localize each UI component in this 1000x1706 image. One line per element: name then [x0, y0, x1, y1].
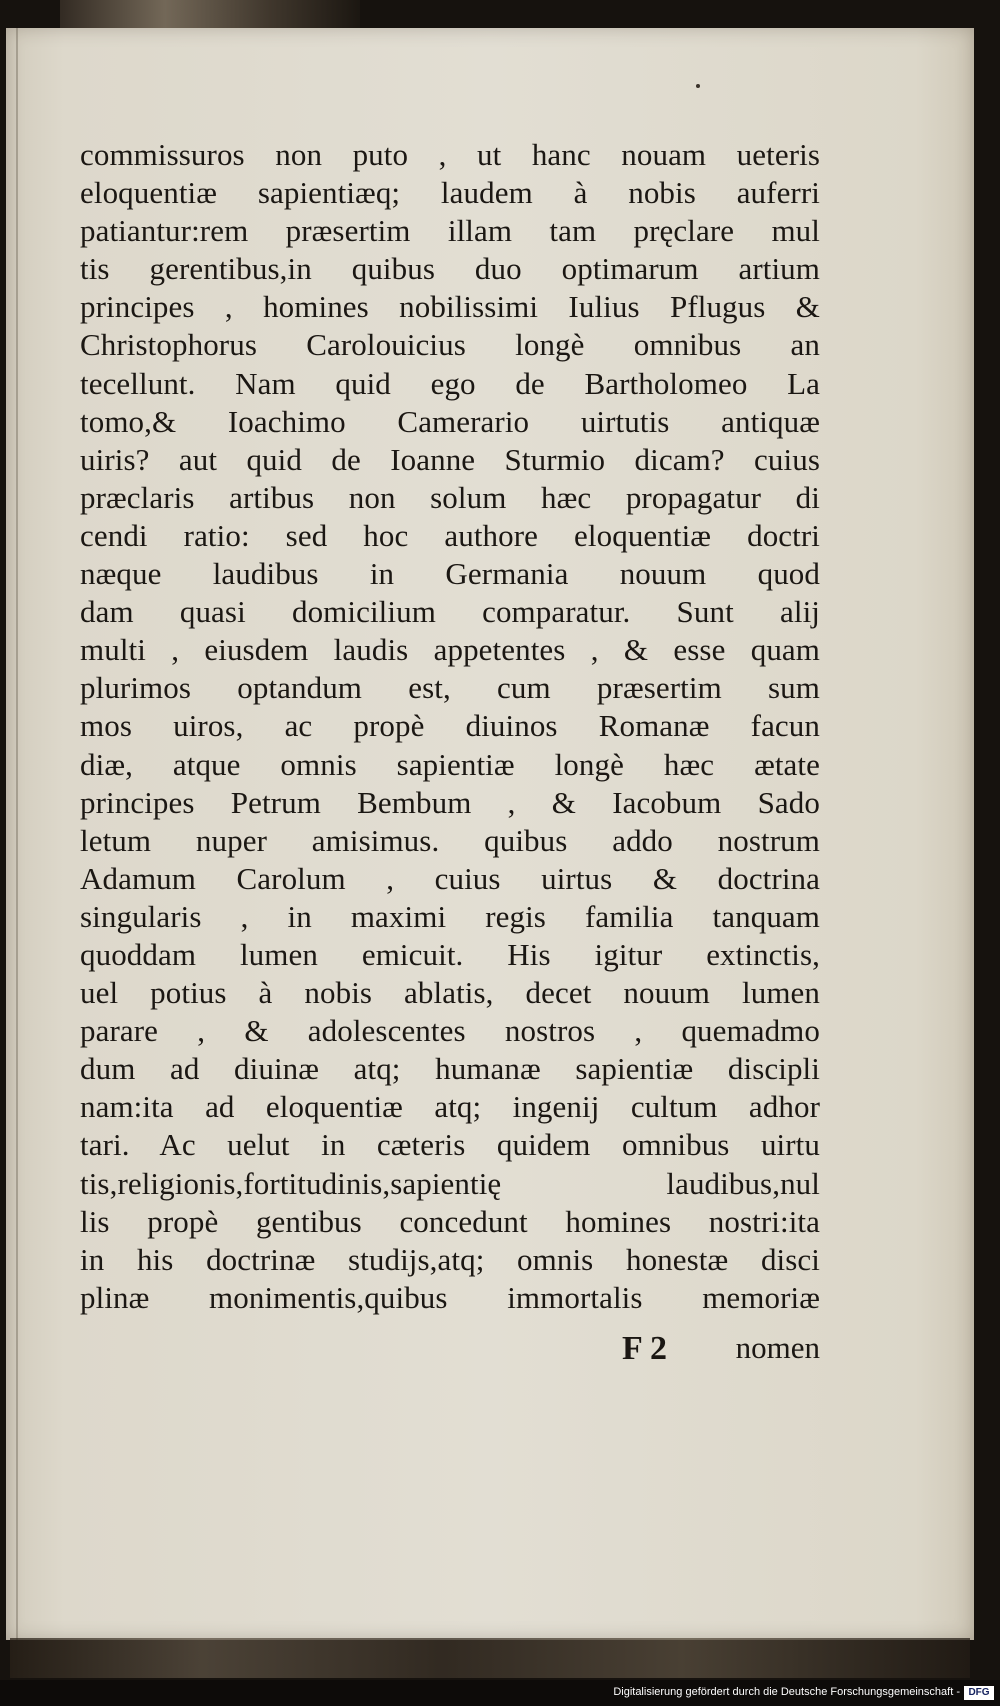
text-line: tomo,& Ioachimo Camerario uirtutis antiquæ [80, 403, 820, 439]
text-line: lis propè gentibus concedunt homines nostri:ita [80, 1203, 820, 1239]
text-line: Adamum Carolum , cuius uirtus & doctrina [80, 860, 820, 896]
text-line: dum ad diuinæ atq; humanæ sapientiæ discipli [80, 1051, 820, 1087]
text-line: eloquentiæ sapientiæq; laudem à nobis auferri [80, 175, 820, 211]
signature-mark: F 2 [622, 1330, 668, 1367]
digitization-credit-bar [0, 1682, 1000, 1706]
text-line: tecellunt. Nam quid ego de Bartholomeo La [80, 365, 820, 401]
text-line: plurimos optandum est, cum præsertim sum [80, 670, 820, 706]
catchword: nomen [735, 1330, 820, 1365]
text-line: Christophorus Carolouicius longè omnibus an [80, 327, 820, 363]
digitization-credit-text: Digitalisierung gefördert durch die Deutsche Forschungsgemeinschaft - [613, 1686, 960, 1698]
text-line: diæ, atque omnis sapientiæ longè hæc ætate [80, 746, 820, 782]
text-line: patiantur:rem præsertim illam tam pręclare mul [80, 213, 820, 249]
bottom-page-edge [10, 1638, 970, 1678]
page-footer-line [80, 1330, 820, 1370]
text-line: multi , eiusdem laudis appetentes , & esse quam [80, 632, 820, 668]
book-page [6, 28, 974, 1640]
text-line: tis gerentibus,in quibus duo optimarum artium [80, 251, 820, 287]
ink-dot-mark [696, 84, 700, 88]
text-line: in his doctrinæ studijs,atq; omnis honestæ disci [80, 1241, 820, 1277]
text-line: nam:ita ad eloquentiæ atq; ingenij cultum adhor [80, 1089, 820, 1125]
page-text-block [80, 136, 820, 1317]
text-line: plinæ monimentis,quibus immortalis memoriæ [80, 1279, 820, 1315]
text-line: parare , & adolescentes nostros , quemadmo [80, 1013, 820, 1049]
text-line: letum nuper amisimus. quibus addo nostrum [80, 822, 820, 858]
text-line: tari. Ac uelut in cæteris quidem omnibus uirtu [80, 1127, 820, 1163]
text-line: singularis , in maximi regis familia tanquam [80, 898, 820, 934]
text-line: dam quasi domicilium comparatur. Sunt alij [80, 594, 820, 630]
text-line: næque laudibus in Germania nouum quod [80, 556, 820, 592]
text-line: tis,religionis,fortitudinis,sapientię laudibus,nul [80, 1165, 820, 1201]
dfg-logo: DFG [964, 1686, 994, 1700]
text-line: principes , homines nobilissimi Iulius Pflugus & [80, 289, 820, 325]
text-line: quoddam lumen emicuit. His igitur extinctis, [80, 936, 820, 972]
text-line: mos uiros, ac propè diuinos Romanæ facun [80, 708, 820, 744]
text-line: principes Petrum Bembum , & Iacobum Sado [80, 784, 820, 820]
text-line: præclaris artibus non solum hæc propagatur di [80, 479, 820, 515]
text-line: uel potius à nobis ablatis, decet nouum lumen [80, 975, 820, 1011]
text-line: uiris? aut quid de Ioanne Sturmio dicam? cuius [80, 441, 820, 477]
text-line: commissuros non puto , ut hanc nouam ueteris [80, 137, 820, 172]
text-line: cendi ratio: sed hoc authore eloquentiæ doctri [80, 517, 820, 553]
